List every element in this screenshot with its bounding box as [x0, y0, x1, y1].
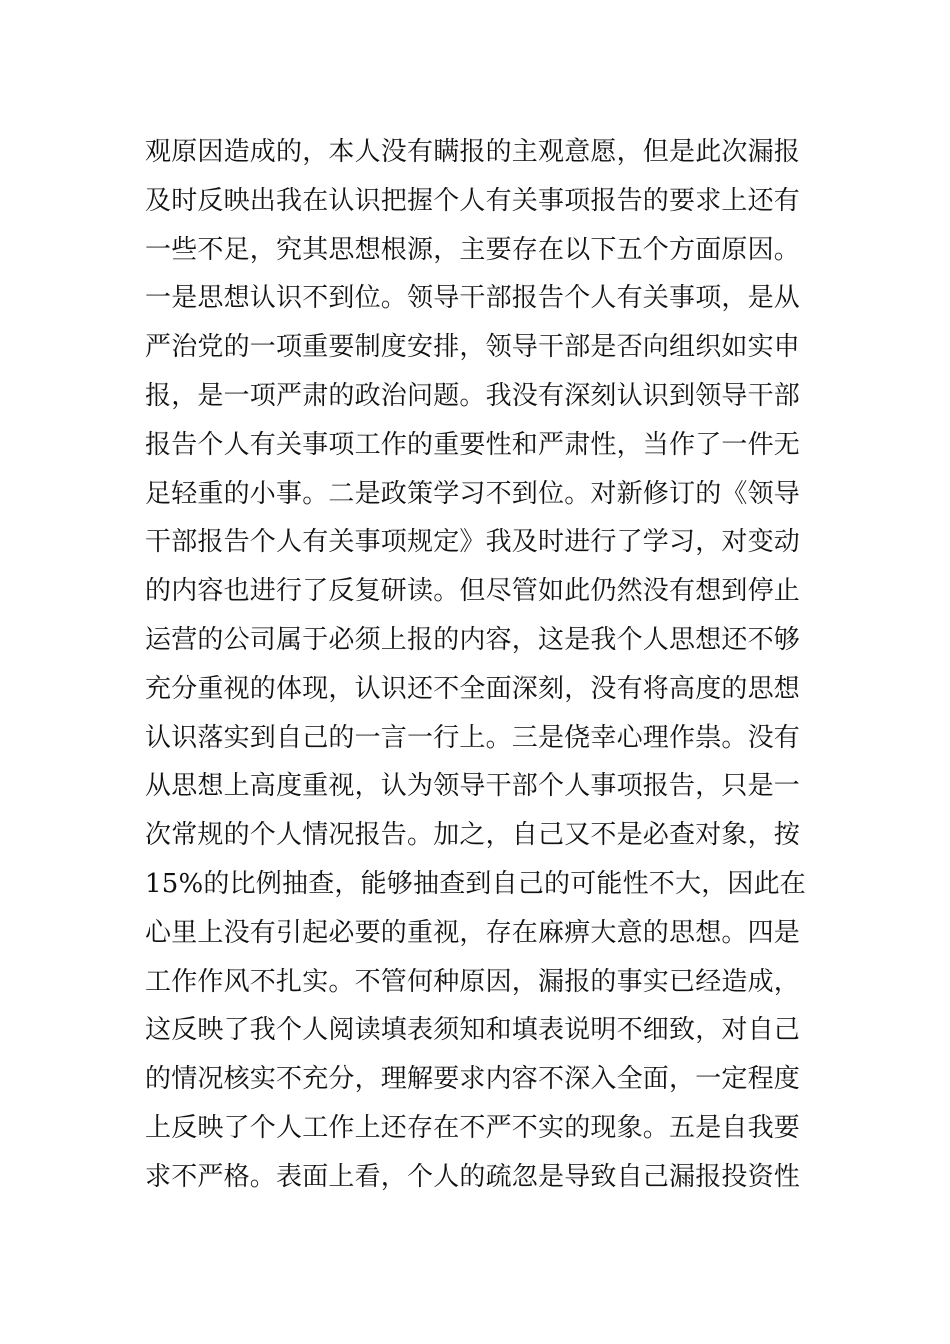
text-line: 足轻重的小事。二是政策学习不到位。对新修订的《领导: [145, 478, 801, 509]
text-line: 报，是一项严肃的政治问题。我没有深刻认识到领导干部: [145, 380, 801, 411]
text-line: 报告个人有关事项工作的重要性和严肃性，当作了一件无: [145, 429, 801, 460]
text-line: 15%的比例抽查，能够抽查到自己的可能性不大，因此在: [145, 868, 806, 899]
text-line: 观原因造成的，本人没有瞒报的主观意愿，但是此次漏报: [145, 137, 801, 167]
text-line: 的内容也进行了反复研读。但尽管如此仍然没有想到停止: [145, 576, 801, 607]
text-line: 一是思想认识不到位。领导干部报告个人有关事项，是从: [145, 283, 801, 314]
text-line: 一些不足，究其思想根源，主要存在以下五个方面原因。: [145, 234, 801, 265]
text-line: 充分重视的体现，认识还不全面深刻，没有将高度的思想: [145, 673, 801, 704]
text-line: 严治党的一项重要制度安排，领导干部是否向组织如实申: [145, 332, 801, 363]
body-paragraph: [145, 128, 825, 1202]
text-line: 干部报告个人有关事项规定》我及时进行了学习，对变动: [145, 527, 801, 558]
text-line: 工作作风不扎实。不管何种原因，漏报的事实已经造成，: [145, 966, 801, 997]
text-line: 从思想上高度重视，认为领导干部个人事项报告，只是一: [145, 771, 801, 802]
text-line: 运营的公司属于必须上报的内容，这是我个人思想还不够: [145, 624, 801, 655]
text-line: 心里上没有引起必要的重视，存在麻痹大意的思想。四是: [145, 917, 801, 948]
text-line: 及时反映出我在认识把握个人有关事项报告的要求上还有: [145, 185, 801, 216]
text-line: 上反映了个人工作上还存在不严不实的现象。五是自我要: [145, 1112, 801, 1143]
text-line: 认识落实到自己的一言一行上。三是侥幸心理作祟。没有: [145, 722, 801, 753]
text-line: 的情况核实不充分，理解要求内容不深入全面，一定程度: [145, 1064, 801, 1095]
text-line: 求不严格。表面上看，个人的疏忽是导致自己漏报投资性: [145, 1161, 801, 1192]
text-line: 这反映了我个人阅读填表须知和填表说明不细致，对自己: [145, 1015, 801, 1046]
text-line: 次常规的个人情况报告。加之，自己又不是必查对象，按: [145, 820, 801, 851]
